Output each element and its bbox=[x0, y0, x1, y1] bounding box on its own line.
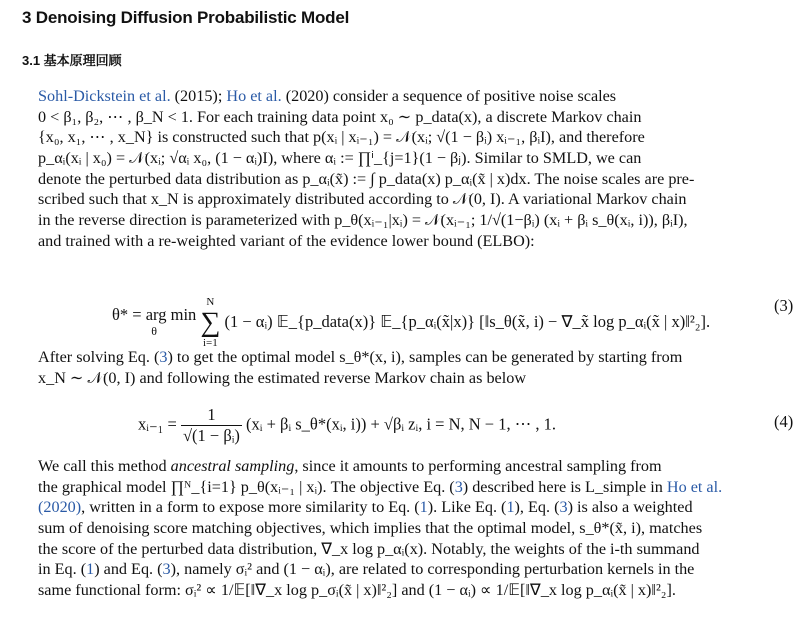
equation-ref-link[interactable]: 3 bbox=[159, 348, 168, 366]
paragraph-line: x_N ∼ 𝒩(0, I) and following the estimated reverse Markov chain as below bbox=[38, 368, 527, 387]
text-span: the graphical model ∏ᴺ_{i=1} p_θ(xᵢ₋₁ | xᵢ). The objective Eq. ( bbox=[38, 477, 455, 496]
text-span: , written in a form to expose more similarity to Eq. ( bbox=[81, 498, 420, 517]
paragraph-line: scribed such that x_N is approximately distributed according to 𝒩(0, I). A variational Markov chain bbox=[38, 190, 687, 209]
equation-number: (4) bbox=[774, 412, 794, 431]
paragraph-line: and trained with a re-weighted variant of the evidence lower bound (ELBO): bbox=[38, 231, 535, 250]
paragraph-line: the score of the perturbed data distribution, ∇_x log p_αᵢ(x). Notably, the weights of the i-th summand bbox=[38, 539, 700, 558]
fraction bbox=[181, 405, 242, 446]
argmin-operator bbox=[112, 307, 196, 339]
eq3-lhs: θ* = arg min bbox=[112, 305, 197, 324]
sum-bottom: i=1 bbox=[203, 337, 218, 349]
equation-ref-link[interactable]: 1 bbox=[86, 560, 95, 579]
text-span: ), namely σᵢ² and (1 − αᵢ), are related to corresponding perturbation kernels in the bbox=[170, 560, 695, 579]
text-span: (2015); bbox=[170, 87, 227, 105]
equation-ref-link[interactable]: 1 bbox=[506, 498, 515, 517]
text-span: ) is also a weighted bbox=[567, 498, 693, 517]
paragraph-line bbox=[38, 497, 798, 518]
numerator: 1 bbox=[181, 405, 242, 426]
citation-link[interactable]: Ho et al. bbox=[226, 87, 282, 105]
sum-operator bbox=[200, 296, 220, 350]
equation-ref-link[interactable]: 3 bbox=[454, 477, 463, 496]
paragraph-line: p_αᵢ(xᵢ | x₀) = 𝒩(xᵢ; √αᵢ x₀, (1 − αᵢ)I), where αᵢ := ∏ⁱ_{j=1}(1 − βⱼ). Similar to SMLD, we can bbox=[38, 149, 642, 168]
equation-ref-link[interactable]: 3 bbox=[162, 560, 171, 579]
equation-3 bbox=[112, 296, 710, 350]
paragraph-line bbox=[38, 347, 798, 368]
text-span: We call this method bbox=[38, 457, 171, 475]
eq4-lhs: xᵢ₋₁ = bbox=[138, 414, 177, 434]
paragraph-line: {x₀, x₁, ⋯ , x_N} is constructed such that p(xᵢ | xᵢ₋₁) = 𝒩(xᵢ; √(1 − βᵢ) xᵢ₋₁, βᵢI), and therefore bbox=[38, 128, 645, 147]
denominator: √(1 − βᵢ) bbox=[182, 426, 240, 445]
paragraph-line: same functional form: σᵢ² ∝ 1/𝔼[‖∇_x log p_σᵢ(x̃ | x)‖²₂] and (1 − αᵢ) ∝ 1/𝔼[‖∇_x log p_αᵢ(x̃ | x)‖²₂]. bbox=[38, 581, 676, 600]
text-span: ) described here is L_simple in bbox=[462, 477, 667, 496]
paragraph-line: sum of denoising score matching objectives, which implies that the optimal model, s_θ*(x̃, i), matches bbox=[38, 519, 703, 538]
text-span: After solving Eq. ( bbox=[38, 348, 160, 366]
eq3-under: θ bbox=[151, 324, 158, 338]
text-span: ) and Eq. ( bbox=[94, 560, 163, 579]
paragraph-line bbox=[38, 86, 798, 107]
sigma-symbol: ∑ bbox=[200, 307, 221, 338]
text-span: in Eq. ( bbox=[38, 560, 87, 579]
paragraph-line bbox=[38, 456, 798, 477]
paragraph-line: 0 < β₁, β₂, ⋯ , β_N < 1. For each training data point x₀ ∼ p_data(x), a discrete Markov chain bbox=[38, 107, 642, 126]
subsection-title: 3.1 基本原理回顾 bbox=[22, 53, 122, 68]
paragraph-2 bbox=[38, 347, 798, 388]
sum-top: N bbox=[206, 296, 215, 308]
equation-4 bbox=[138, 405, 556, 446]
citation-link[interactable]: Sohl-Dickstein et al. bbox=[38, 87, 171, 105]
paragraph-line bbox=[38, 477, 798, 498]
paragraph-line bbox=[38, 559, 798, 580]
equation-ref-link[interactable]: 3 bbox=[559, 498, 568, 517]
text-span: ). Like Eq. ( bbox=[427, 498, 507, 517]
citation-link[interactable]: (2020) bbox=[38, 498, 82, 517]
text-span: (2020) consider a sequence of positive noise scales bbox=[281, 87, 617, 105]
paragraph-1 bbox=[38, 86, 798, 252]
section-title: 3 Denoising Diffusion Probabilistic Model bbox=[22, 8, 350, 27]
eq4-body: (xᵢ + βᵢ s_θ*(xᵢ, i)) + √βᵢ zᵢ, i = N, N − 1, ⋯ , 1. bbox=[246, 414, 556, 434]
paragraph-line: in the reverse direction is parameterized with p_θ(xᵢ₋₁|xᵢ) = 𝒩(xᵢ₋₁; 1/√(1−βᵢ) (xᵢ + βᵢ s_θ(xᵢ, i)), βᵢI), bbox=[38, 211, 688, 230]
equation-number: (3) bbox=[774, 296, 794, 315]
paragraph-line: denote the perturbed data distribution as p_αᵢ(x̃) := ∫ p_data(x) p_αᵢ(x̃ | x)dx. The noise scales are pre- bbox=[38, 169, 695, 188]
citation-link[interactable]: Ho et al. bbox=[666, 477, 723, 496]
eq3-body: (1 − αᵢ) 𝔼_{p_data(x)} 𝔼_{p_αᵢ(x̃|x)} [‖s_θ(x̃, i) − ∇_x̃ log p_αᵢ(x̃ | x)‖²₂]. bbox=[224, 311, 711, 331]
paragraph-3 bbox=[38, 456, 798, 601]
equation-ref-link[interactable]: 1 bbox=[419, 498, 428, 517]
text-span: ) to get the optimal model s_θ*(x, i), samples can be generated by starting from bbox=[167, 348, 683, 366]
emphasis-text: ancestral sampling bbox=[170, 457, 295, 475]
text-span: , since it amounts to performing ancestral sampling from bbox=[294, 457, 662, 475]
text-span: ), Eq. ( bbox=[514, 498, 560, 517]
